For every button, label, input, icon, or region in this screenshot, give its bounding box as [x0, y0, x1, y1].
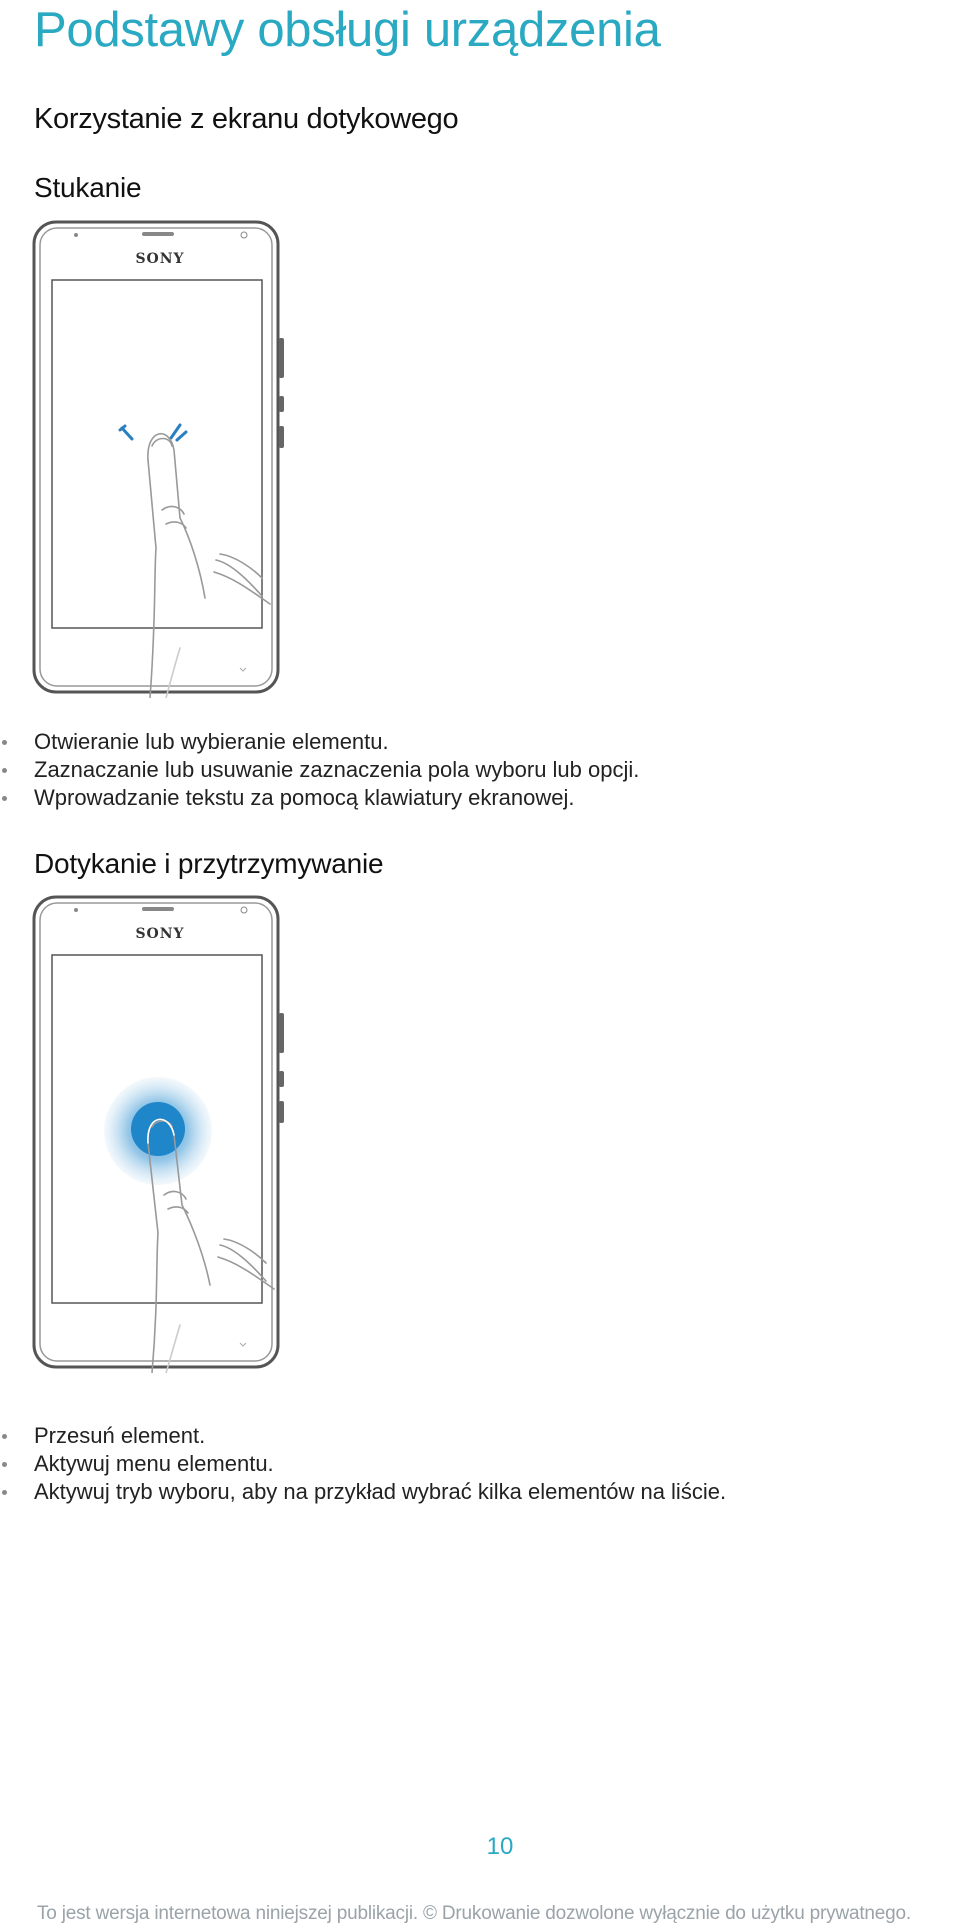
sony-logo: SONY [135, 926, 185, 942]
section-title: Korzystanie z ekranu dotykowego [34, 103, 459, 135]
touch-hold-icon [104, 1077, 212, 1185]
bullet-icon [2, 740, 7, 745]
list-item: Aktywuj menu elementu. [0, 1450, 726, 1478]
bullet-icon [2, 796, 7, 801]
phone-body [34, 222, 284, 692]
page-title: Podstawy obsługi urządzenia [34, 3, 661, 57]
footer-note: To jest wersja internetowa niniejszej publikacji. © Drukowanie dozwolone wyłącznie do użytku prywatnego. [37, 1903, 911, 1924]
list-item: Otwieranie lub wybieranie elementu. [0, 728, 639, 756]
tap-title: Stukanie [34, 172, 142, 203]
hold-title: Dotykanie i przytrzymywanie [34, 848, 384, 879]
hold-illustration [30, 893, 290, 1373]
tap-bullet-list [0, 728, 639, 812]
bullet-icon [2, 1462, 7, 1467]
list-item: Zaznaczanie lub usuwanie zaznaczenia pola wyboru lub opcji. [0, 756, 639, 784]
hold-bullet-list [0, 1422, 726, 1506]
tap-illustration [30, 218, 290, 698]
list-item: Aktywuj tryb wyboru, aby na przykład wybrać kilka elementów na liście. [0, 1478, 726, 1506]
bullet-icon [2, 1434, 7, 1439]
sony-logo: SONY [135, 251, 185, 267]
bullet-icon [2, 1490, 7, 1495]
bullet-icon [2, 768, 7, 773]
page-number: 10 [486, 1833, 514, 1860]
list-item: Przesuń element. [0, 1422, 726, 1450]
list-item: Wprowadzanie tekstu za pomocą klawiatury ekranowej. [0, 784, 639, 812]
